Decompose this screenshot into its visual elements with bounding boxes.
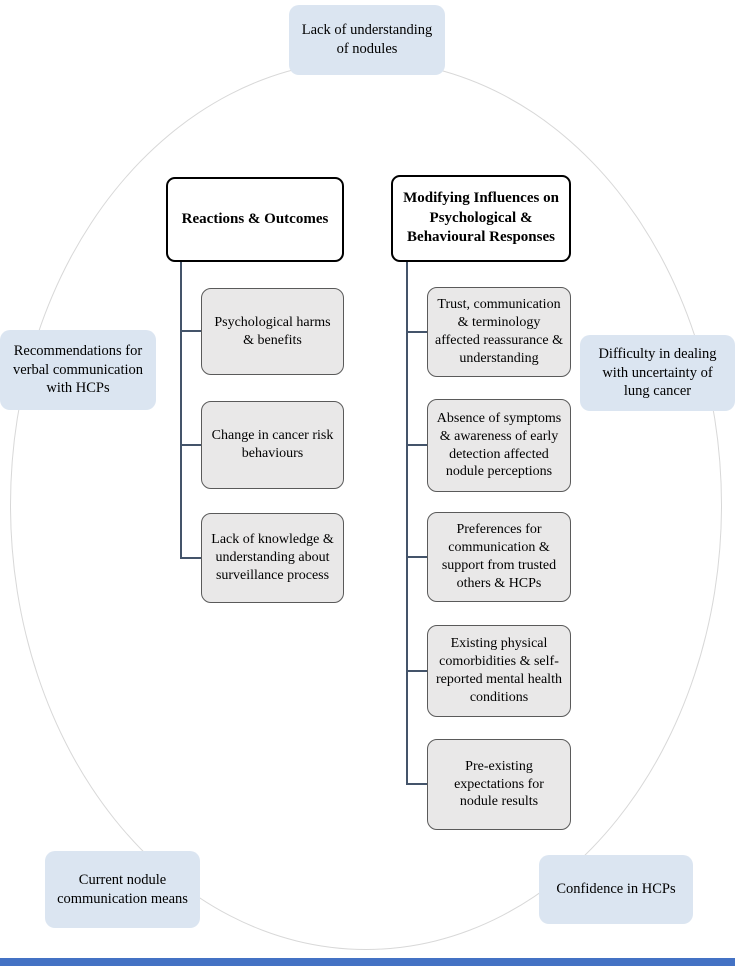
box-trust-communication-terminology: Trust, communication & terminology affected reassurance & understanding [427,287,571,377]
background-ellipse [10,60,722,950]
node-recommendations-verbal-communication: Recommendations for verbal communication with HCPs [0,330,156,410]
node-lack-of-understanding: Lack of understanding of nodules [289,5,445,75]
box-psychological-harms-benefits: Psychological harms & benefits [201,288,344,375]
connector-line-right-branch-5 [406,783,427,785]
box-existing-comorbidities: Existing physical comorbidities & self-reported mental health conditions [427,625,571,717]
connector-line-right-branch-1 [406,331,427,333]
box-preexisting-expectations: Pre-existing expectations for nodule results [427,739,571,830]
connector-line-left-vertical [180,261,182,558]
header-modifying-influences: Modifying Influences on Psychological & Behavioural Responses [391,175,571,262]
connector-line-left-branch-2 [180,444,201,446]
node-confidence-in-hcps: Confidence in HCPs [539,855,693,924]
box-lack-knowledge-surveillance: Lack of knowledge & understanding about surveillance process [201,513,344,603]
connector-line-right-branch-4 [406,670,427,672]
header-reactions-outcomes: Reactions & Outcomes [166,177,344,262]
connector-line-left-branch-1 [180,330,201,332]
connector-line-right-branch-3 [406,556,427,558]
node-difficulty-uncertainty: Difficulty in dealing with uncertainty of lung cancer [580,335,735,411]
box-change-cancer-risk-behaviours: Change in cancer risk behaviours [201,401,344,489]
connector-line-right-branch-2 [406,444,427,446]
node-current-nodule-communication: Current nodule communication means [45,851,200,928]
connector-line-right-vertical [406,261,408,784]
connector-line-left-branch-3 [180,557,201,559]
box-absence-of-symptoms: Absence of symptoms & awareness of early detection affected nodule perceptions [427,399,571,492]
bottom-blue-bar [0,958,735,966]
box-preferences-communication-support: Preferences for communication & support from trusted others & HCPs [427,512,571,602]
